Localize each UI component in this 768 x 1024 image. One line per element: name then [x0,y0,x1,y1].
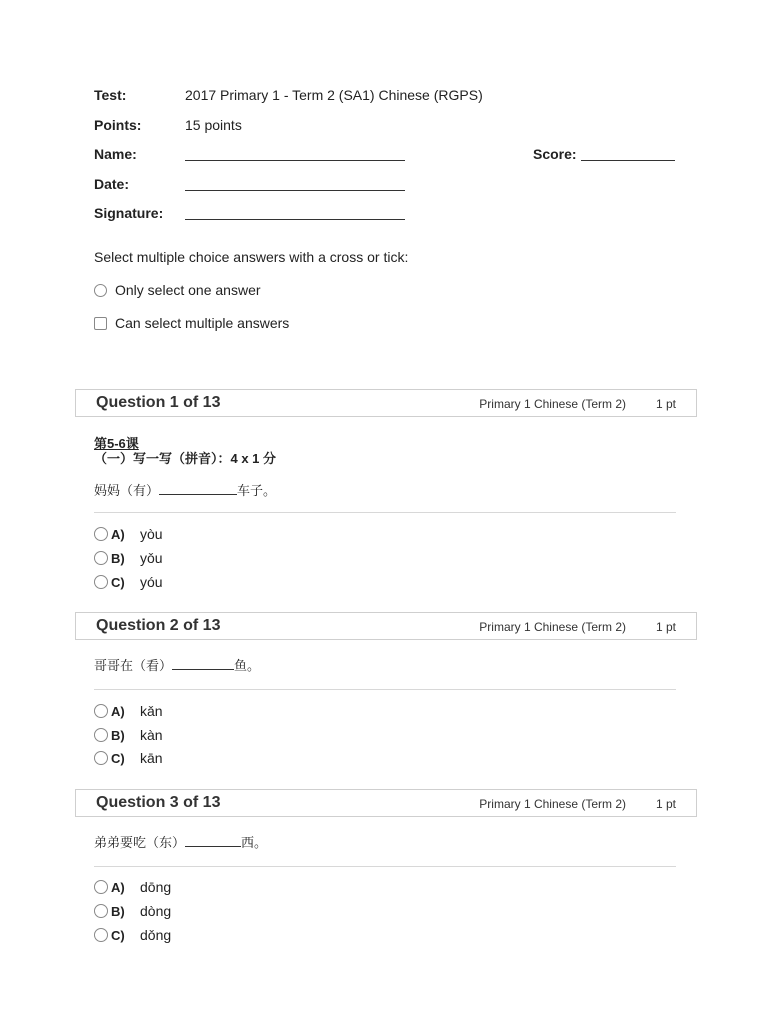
legend-multiple-label: Can select multiple answers [115,315,290,331]
score-line[interactable] [581,146,675,161]
test-label: Test: [94,87,127,103]
option-b[interactable] [94,726,163,744]
question-3-stem [94,832,267,851]
radio-icon[interactable] [94,704,108,718]
question-1-header [75,389,697,417]
option-letter: C) [111,750,125,766]
option-text: dǒng [140,927,172,943]
points-value: 15 points [185,117,242,133]
stem-before: 妈妈（有） [94,483,160,498]
legend-multiple [94,315,289,331]
option-letter: A) [111,879,125,895]
radio-icon[interactable] [94,728,108,742]
checkbox-icon [94,317,107,330]
option-letter: A) [111,703,125,719]
option-letter: B) [111,727,125,743]
option-letter: B) [111,903,125,919]
option-text: kǎn [140,703,163,719]
option-letter: A) [111,526,125,542]
radio-icon [94,284,107,297]
option-c[interactable] [94,749,163,767]
question-points: 1 pt [655,797,676,811]
option-text: yǒu [140,550,163,566]
radio-icon[interactable] [94,880,108,894]
option-a[interactable] [94,525,163,543]
divider [94,866,676,867]
test-value: 2017 Primary 1 - Term 2 (SA1) Chinese (RGPS) [185,87,483,103]
option-text: kān [140,750,163,766]
date-label: Date: [94,176,130,192]
stem-before: 弟弟要吃（东） [94,835,186,850]
question-category: Primary 1 Chinese (Term 2) [479,620,626,634]
option-c[interactable] [94,926,171,944]
subsection-heading: （一）写一写（拼音）：4 x 1 分 [94,451,277,466]
answer-blank [159,482,237,495]
option-text: yòu [140,526,163,542]
radio-icon[interactable] [94,527,108,541]
date-line[interactable] [185,176,405,191]
question-category: Primary 1 Chinese (Term 2) [479,797,626,811]
legend-single-label: Only select one answer [115,282,261,298]
option-letter: B) [111,550,125,566]
option-a[interactable] [94,702,163,720]
question-points: 1 pt [655,620,676,634]
radio-icon[interactable] [94,751,108,765]
option-text: dōng [140,879,172,895]
option-letter: C) [111,927,125,943]
option-text: yóu [140,574,163,590]
radio-icon[interactable] [94,928,108,942]
section-heading: 第5-6课 [94,436,139,451]
divider [94,512,676,513]
stem-after: 西。 [241,835,268,850]
option-b[interactable] [94,549,163,567]
stem-after: 车子。 [237,483,277,498]
option-text: dòng [140,903,172,919]
divider [94,689,676,690]
question-2-header [75,612,697,640]
name-line[interactable] [185,146,405,161]
legend-single [94,282,261,298]
answer-blank [185,834,241,847]
question-1-stem [94,480,276,499]
radio-icon[interactable] [94,551,108,565]
radio-icon[interactable] [94,904,108,918]
question-2-stem [94,655,260,674]
instructions-text: Select multiple choice answers with a cross or tick: [94,249,409,265]
signature-line[interactable] [185,205,405,220]
question-3-header [75,789,697,817]
signature-label: Signature: [94,205,164,221]
points-label: Points: [94,117,142,133]
question-title: Question 1 of 13 [96,394,221,411]
option-a[interactable] [94,878,171,896]
question-title: Question 2 of 13 [96,617,221,634]
name-label: Name: [94,146,137,162]
stem-before: 哥哥在（看） [94,658,173,673]
option-c[interactable] [94,573,163,591]
option-b[interactable] [94,902,171,920]
stem-after: 鱼。 [234,658,261,673]
answer-blank [172,657,234,670]
question-title: Question 3 of 13 [96,794,221,811]
radio-icon[interactable] [94,575,108,589]
option-text: kàn [140,727,163,743]
option-letter: C) [111,574,125,590]
score-label: Score: [533,146,577,162]
question-points: 1 pt [655,397,676,411]
question-category: Primary 1 Chinese (Term 2) [479,397,626,411]
